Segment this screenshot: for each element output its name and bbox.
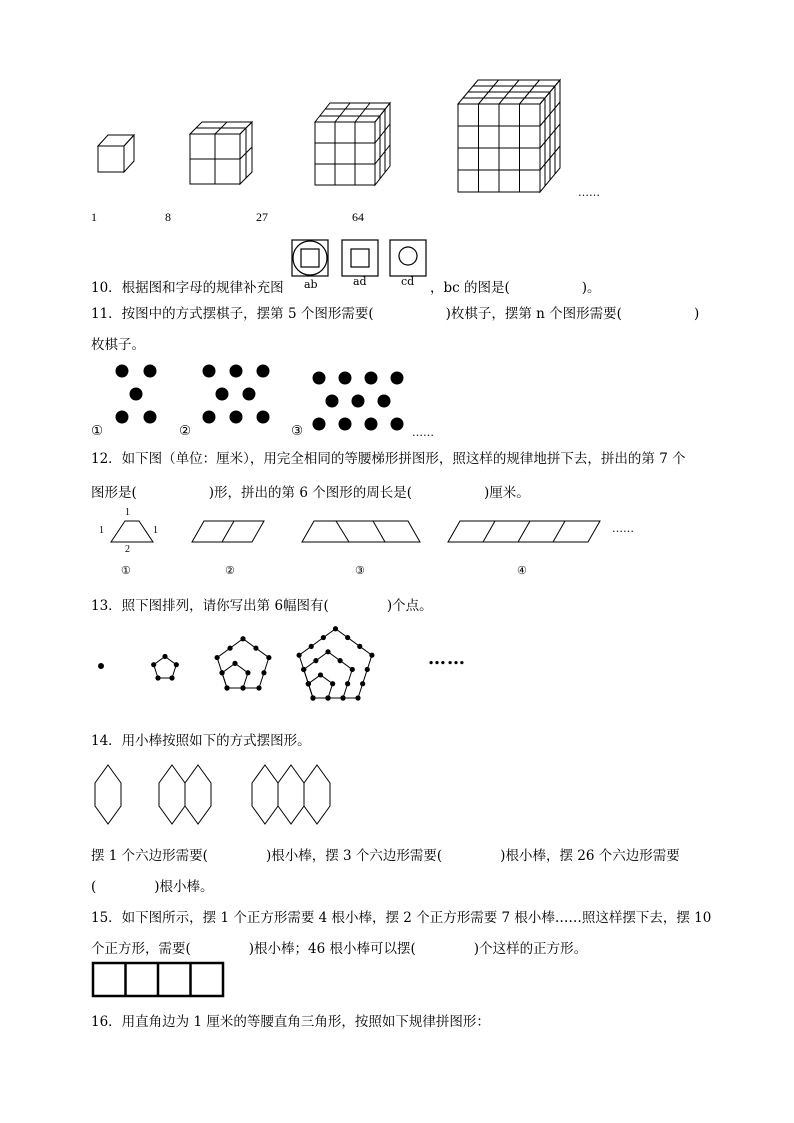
q12-dim-bottom: 2 — [125, 544, 130, 555]
q12-marker-2: ② — [225, 564, 235, 577]
q11-line1: 11．按图中的方式摆棋子，摆第 5 个图形需要( )枚棋子，摆第 n 个图形需要( ) — [91, 306, 700, 322]
q13-ellipsis: …… — [428, 648, 466, 669]
q15-line2: 个正方形，需要( )根小棒；46 根小棒可以摆( )个这样的正方形。 — [91, 941, 588, 957]
q12-marker-1: ① — [121, 564, 131, 577]
q15-line1: 15．如下图所示，摆 1 个正方形需要 4 根小棒，摆 2 个正方形需要 7 根小棒……照这样摆下去，摆 10 — [91, 910, 712, 926]
cube-label-4: 64 — [352, 210, 364, 224]
q16-text: 16．用直角边为 1 厘米的等腰直角三角形，按照如下规律拼图形： — [91, 1014, 490, 1030]
q12-dim-top: 1 — [125, 507, 130, 518]
q10-label-ab: ab — [304, 278, 318, 291]
cube-label-3: 27 — [256, 210, 268, 224]
q10-text: 10．根据图和字母的规律补充图 — [91, 280, 284, 296]
q10-label-ad: ad — [353, 275, 367, 288]
q12-ellipsis: …… — [612, 522, 634, 535]
q10-tail: ，bc 的图是( )。 — [430, 280, 601, 296]
q12-marker-3: ③ — [355, 564, 365, 577]
q11-marker-1: ① — [91, 423, 104, 439]
q11-marker-2: ② — [179, 423, 192, 439]
q11-line2: 枚棋子。 — [91, 337, 145, 353]
cube-label-2: 8 — [165, 210, 171, 224]
q11-marker-3: ③ — [291, 423, 304, 439]
q13-text: 13．照下图排列，请你写出第 6幅图有( )个点。 — [91, 598, 433, 614]
q14-line1: 摆 1 个六边形需要( )根小棒，摆 3 个六边形需要( )根小棒，摆 26 个六边形需要 — [91, 848, 680, 864]
q14-line2: ( )根小棒。 — [91, 879, 214, 895]
q10-label-cd: cd — [401, 275, 415, 288]
q11-ellipsis: …… — [412, 426, 434, 439]
q12-line1: 12．如下图（单位：厘米），用完全相同的等腰梯形拼图形，照这样的规律地拼下去，拼出的第 7 个 — [91, 451, 686, 467]
q14-title: 14．用小棒按照如下的方式摆图形。 — [91, 733, 311, 749]
cubes-ellipsis: …… — [578, 186, 600, 199]
q12-dim-left: 1 — [99, 525, 104, 536]
q12-marker-4: ④ — [517, 564, 527, 577]
q12-dim-right: 1 — [153, 525, 158, 536]
q12-line2: 图形是( )形，拼出的第 6 个图形的周长是( )厘米。 — [91, 485, 530, 501]
cube-label-1: 1 — [91, 210, 97, 224]
